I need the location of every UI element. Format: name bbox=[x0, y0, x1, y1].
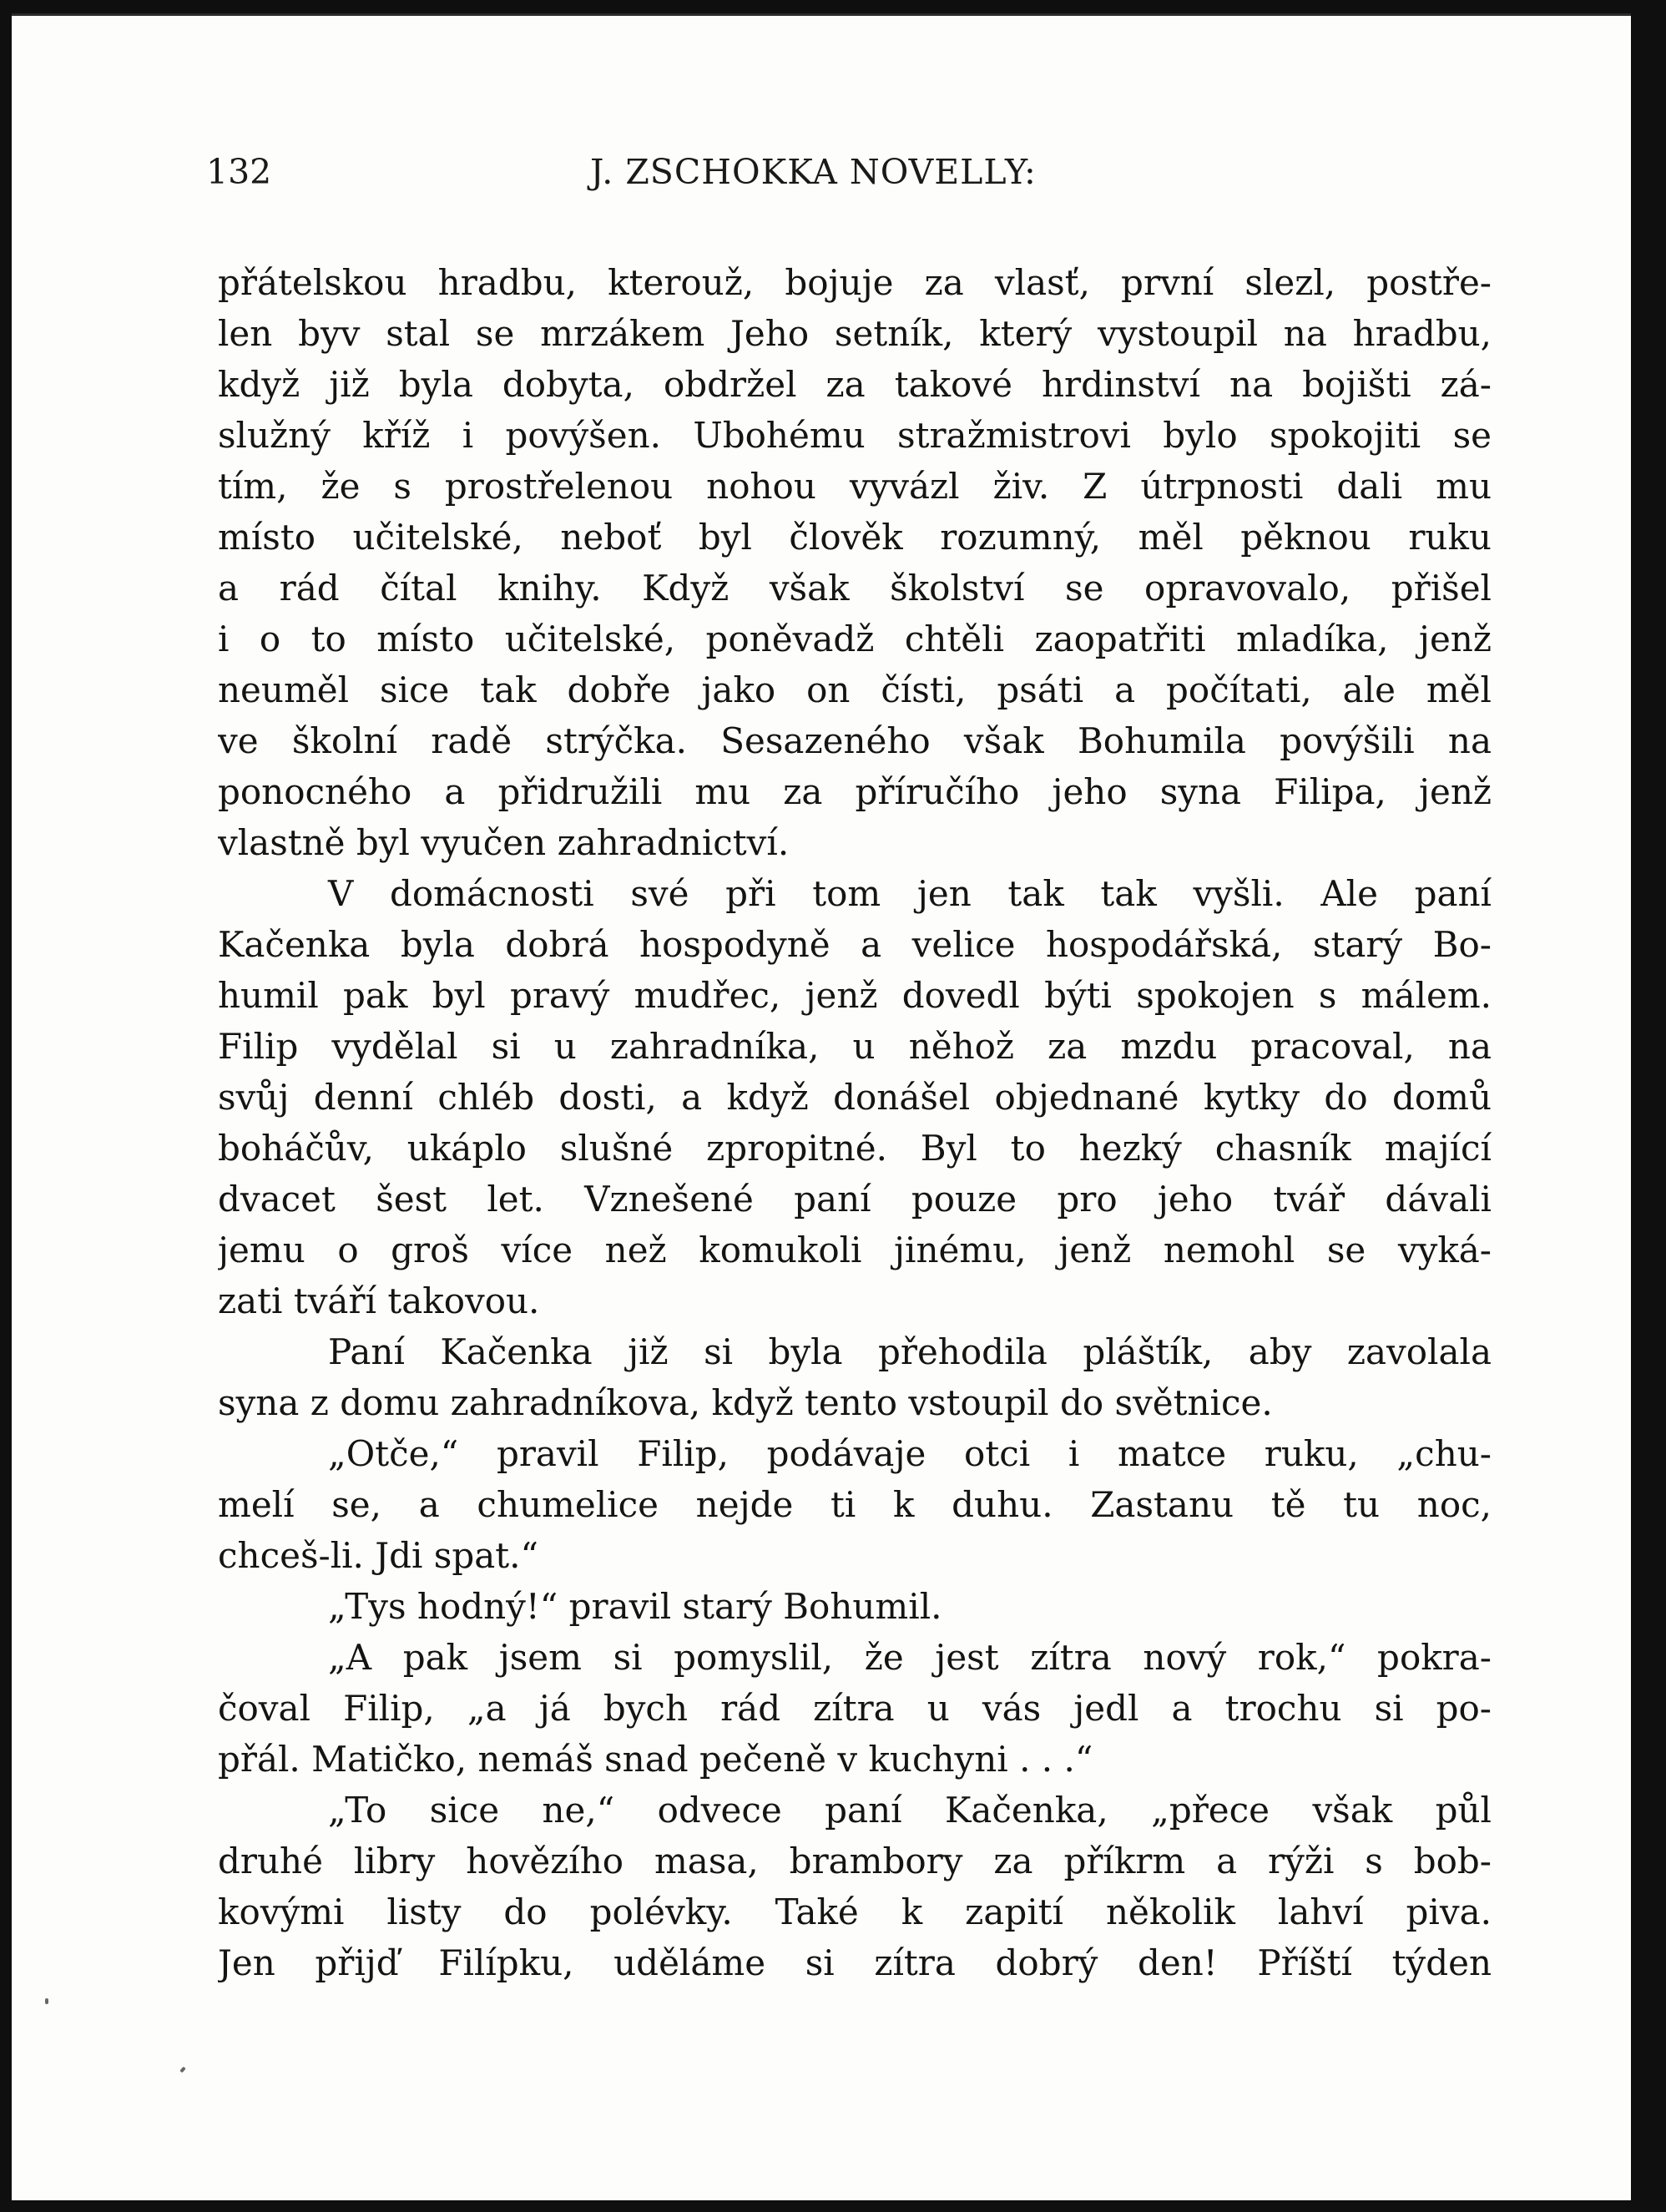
text-line: služný kříž i povýšen. Ubohému stražmistrovi bylo spokojiti se bbox=[218, 415, 1492, 456]
text-line: V domácnosti své při tom jen tak tak vyšli. Ale paní bbox=[328, 873, 1492, 914]
text-line: a rád čítal knihy. Když však školství se opravovalo, přišel bbox=[218, 568, 1492, 609]
text-line: přál. Matičko, nemáš snad pečeně v kuchyni . . .“ bbox=[218, 1739, 1093, 1780]
text-line: dvacet šest let. Vznešené paní pouze pro jeho tvář dávali bbox=[218, 1179, 1492, 1220]
text-line: syna z domu zahradníkova, když tento vstoupil do světnice. bbox=[218, 1382, 1273, 1423]
running-header bbox=[206, 152, 1448, 199]
running-title: J. ZSCHOKKA NOVELLY: bbox=[590, 152, 1037, 192]
text-line: „Otče,“ pravil Filip, podávaje otci i matce ruku, „chu- bbox=[328, 1433, 1492, 1474]
text-line: jemu o groš více než komukoli jinému, jenž nemohl se vyká- bbox=[218, 1230, 1492, 1270]
text-line: vlastně byl vyučen zahradnictví. bbox=[218, 822, 790, 863]
text-line: druhé libry hovězího masa, brambory za příkrm a rýži s bob- bbox=[218, 1841, 1492, 1881]
text-line: Filip vydělal si u zahradníka, u něhož za mzdu pracoval, na bbox=[218, 1026, 1492, 1067]
text-line: Kačenka byla dobrá hospodyně a velice hospodářská, starý Bo- bbox=[218, 924, 1492, 965]
paragraph bbox=[218, 1326, 1492, 1428]
page-top-edge bbox=[12, 13, 1631, 16]
text-line: když již byla dobyta, obdržel za takové hrdinství na bojišti zá- bbox=[218, 364, 1492, 405]
text-line: ponocného a přidružili mu za příručího jeho syna Filipa, jenž bbox=[218, 771, 1492, 812]
book-page bbox=[12, 13, 1631, 2200]
text-line: „Tys hodný!“ pravil starý Bohumil. bbox=[328, 1586, 942, 1627]
text-line: kovými listy do polévky. Také k zapití několik lahví piva. bbox=[218, 1891, 1492, 1932]
text-line: humil pak byl pravý mudřec, jenž dovedl býti spokojen s málem. bbox=[218, 975, 1492, 1016]
text-line: zati tváří takovou. bbox=[218, 1280, 540, 1321]
paragraph bbox=[218, 1632, 1492, 1785]
paragraph bbox=[218, 868, 1492, 1326]
body-text bbox=[218, 257, 1492, 1988]
text-line: čoval Filip, „a já bych rád zítra u vás jedl a trochu si po- bbox=[218, 1688, 1492, 1729]
text-line: svůj denní chléb dosti, a když donášel objednané kytky do domů bbox=[218, 1077, 1492, 1118]
paragraph bbox=[218, 1581, 1492, 1632]
paragraph bbox=[218, 257, 1492, 868]
text-line: melí se, a chumelice nejde ti k duhu. Zastanu tě tu noc, bbox=[218, 1484, 1492, 1525]
text-line: tím, že s prostřelenou nohou vyvázl živ. Z útrpnosti dali mu bbox=[218, 466, 1492, 507]
text-line: chceš-li. Jdi spat.“ bbox=[218, 1535, 538, 1576]
text-line: Paní Kačenka již si byla přehodila pláštík, aby zavolala bbox=[328, 1331, 1492, 1372]
scan-speck bbox=[179, 2067, 186, 2073]
text-line: len byv stal se mrzákem Jeho setník, který vystoupil na hradbu, bbox=[218, 313, 1492, 354]
paragraph bbox=[218, 1785, 1492, 1988]
page-number: 132 bbox=[206, 152, 272, 192]
text-line: boháčův, ukáplo slušné zpropitné. Byl to hezký chasník mající bbox=[218, 1128, 1492, 1169]
text-line: Jen přijď Filípku, uděláme si zítra dobrý den! Příští týden bbox=[218, 1942, 1492, 1983]
text-line: ve školní radě strýčka. Sesazeného však Bohumila povýšili na bbox=[218, 720, 1492, 761]
text-line: „A pak jsem si pomyslil, že jest zítra nový rok,“ pokra- bbox=[328, 1637, 1492, 1678]
text-line: místo učitelské, neboť byl člověk rozumný, měl pěknou ruku bbox=[218, 517, 1492, 558]
text-line: neuměl sice tak dobře jako on čísti, psáti a počítati, ale měl bbox=[218, 669, 1492, 710]
text-line: „To sice ne,“ odvece paní Kačenka, „přece však půl bbox=[328, 1790, 1492, 1831]
scan-speck bbox=[45, 1998, 48, 2004]
paragraph bbox=[218, 1428, 1492, 1581]
text-line: i o to místo učitelské, poněvadž chtěli zaopatřiti mladíka, jenž bbox=[218, 619, 1492, 659]
text-line: přátelskou hradbu, kterouž, bojuje za vlasť, první slezl, postře- bbox=[218, 262, 1492, 303]
